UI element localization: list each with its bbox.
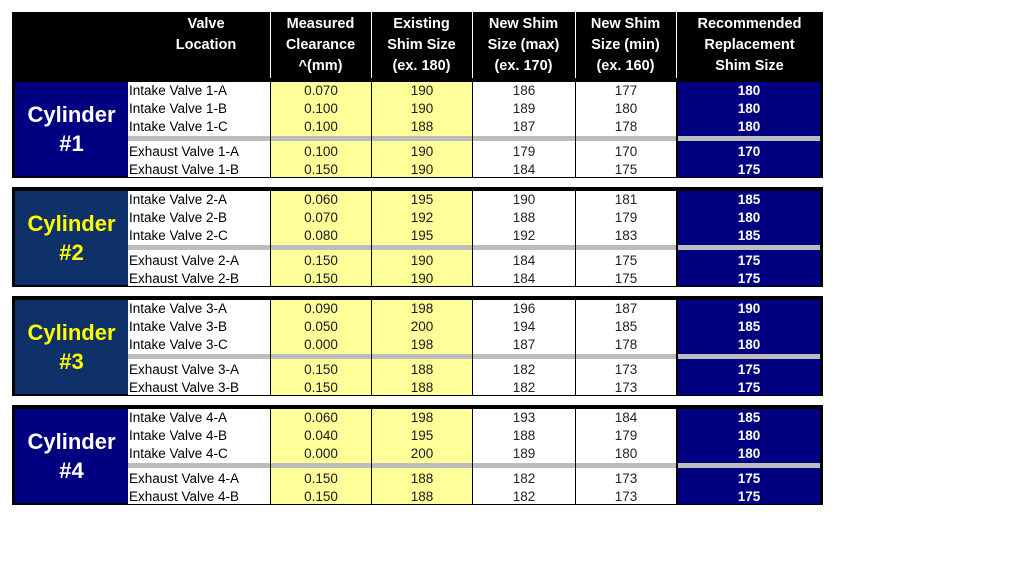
existing-shim-cell: 188 bbox=[410, 362, 434, 377]
cylinder-label: Cylinder #1 bbox=[15, 82, 128, 176]
new-shim-min-cell: 170 bbox=[614, 144, 638, 159]
location-cell: Exhaust Valve 2-B bbox=[129, 271, 240, 286]
measured-cell: 0.070 bbox=[304, 210, 338, 225]
header-recommended-shim: Recommended Replacement Shim Size bbox=[697, 16, 802, 74]
new-shim-max-cell: 182 bbox=[512, 489, 536, 504]
location-cell: Intake Valve 2-B bbox=[129, 210, 228, 225]
recommended-shim-cell: 180 bbox=[737, 446, 761, 461]
new-shim-max-cell: 187 bbox=[512, 337, 536, 352]
row-separator bbox=[576, 245, 676, 250]
row-separator bbox=[271, 245, 371, 250]
new-min-column bbox=[576, 82, 676, 177]
row-separator bbox=[473, 136, 575, 141]
row-separator bbox=[372, 245, 472, 250]
new-shim-max-cell: 196 bbox=[512, 301, 536, 316]
recommended-shim-cell: 180 bbox=[737, 119, 761, 134]
new-max-column bbox=[473, 82, 575, 177]
recommended-shim-cell: 175 bbox=[737, 489, 761, 504]
new-shim-min-cell: 175 bbox=[614, 162, 638, 177]
new-shim-min-cell: 175 bbox=[614, 253, 638, 268]
recommended-column bbox=[678, 409, 820, 504]
location-cell: Intake Valve 2-A bbox=[129, 192, 228, 207]
location-cell: Exhaust Valve 3-B bbox=[129, 380, 240, 395]
existing-shim-cell: 190 bbox=[410, 253, 434, 268]
existing-column bbox=[372, 82, 472, 177]
new-shim-min-cell: 184 bbox=[614, 410, 638, 425]
existing-shim-cell: 190 bbox=[410, 271, 434, 286]
new-shim-max-cell: 186 bbox=[512, 83, 536, 98]
row-separator bbox=[372, 463, 472, 468]
location-cell: Exhaust Valve 4-A bbox=[129, 471, 240, 486]
existing-column bbox=[372, 409, 472, 504]
new-shim-min-cell: 180 bbox=[614, 446, 638, 461]
new-max-column bbox=[473, 409, 575, 504]
header-new-shim-min: New Shim Size (min) (ex. 160) bbox=[590, 16, 661, 74]
new-shim-min-cell: 178 bbox=[614, 337, 638, 352]
existing-shim-cell: 200 bbox=[410, 446, 434, 461]
new-shim-min-cell: 179 bbox=[614, 210, 638, 225]
existing-column bbox=[372, 300, 472, 395]
recommended-shim-cell: 180 bbox=[737, 83, 761, 98]
measured-column bbox=[271, 409, 371, 504]
row-separator bbox=[473, 245, 575, 250]
location-cell: Intake Valve 1-B bbox=[129, 101, 228, 116]
measured-cell: 0.150 bbox=[304, 489, 338, 504]
location-cell: Exhaust Valve 2-A bbox=[129, 253, 240, 268]
recommended-shim-cell: 180 bbox=[737, 428, 761, 443]
location-cell: Intake Valve 1-C bbox=[129, 119, 228, 134]
row-separator bbox=[372, 136, 472, 141]
existing-shim-cell: 198 bbox=[410, 301, 434, 316]
recommended-shim-cell: 185 bbox=[737, 192, 761, 207]
existing-shim-cell: 190 bbox=[410, 144, 434, 159]
new-min-column bbox=[576, 300, 676, 395]
existing-shim-cell: 188 bbox=[410, 380, 434, 395]
existing-shim-cell: 200 bbox=[410, 319, 434, 334]
header-measured-clearance: Measured Clearance ^(mm) bbox=[285, 16, 356, 74]
recommended-shim-cell: 180 bbox=[737, 337, 761, 352]
location-cell: Intake Valve 3-A bbox=[129, 301, 228, 316]
row-separator bbox=[473, 463, 575, 468]
location-cell: Intake Valve 3-B bbox=[129, 319, 228, 334]
new-shim-max-cell: 182 bbox=[512, 380, 536, 395]
recommended-shim-cell: 180 bbox=[737, 210, 761, 225]
new-shim-min-cell: 178 bbox=[614, 119, 638, 134]
row-separator bbox=[678, 136, 820, 141]
cylinder-block-2 bbox=[12, 187, 823, 287]
recommended-shim-cell: 175 bbox=[737, 162, 761, 177]
new-shim-min-cell: 181 bbox=[614, 192, 638, 207]
measured-cell: 0.100 bbox=[304, 101, 338, 116]
measured-cell: 0.090 bbox=[304, 301, 338, 316]
new-shim-min-cell: 173 bbox=[614, 380, 638, 395]
location-cell: Intake Valve 4-C bbox=[129, 446, 228, 461]
recommended-shim-cell: 185 bbox=[737, 410, 761, 425]
cylinder-block-3 bbox=[12, 296, 823, 396]
measured-cell: 0.000 bbox=[304, 337, 338, 352]
new-min-column bbox=[576, 191, 676, 286]
new-shim-max-cell: 179 bbox=[512, 144, 536, 159]
row-separator bbox=[576, 136, 676, 141]
existing-shim-cell: 188 bbox=[410, 471, 434, 486]
cylinder-block-4 bbox=[12, 405, 823, 505]
new-shim-min-cell: 187 bbox=[614, 301, 638, 316]
row-separator bbox=[678, 245, 820, 250]
existing-shim-cell: 195 bbox=[410, 228, 434, 243]
new-shim-min-cell: 185 bbox=[614, 319, 638, 334]
new-shim-max-cell: 193 bbox=[512, 410, 536, 425]
shim-table bbox=[12, 12, 823, 504]
header-new-shim-max: New Shim Size (max) (ex. 170) bbox=[487, 16, 560, 74]
existing-shim-cell: 188 bbox=[410, 119, 434, 134]
row-separator bbox=[576, 354, 676, 359]
new-shim-min-cell: 175 bbox=[614, 271, 638, 286]
measured-cell: 0.060 bbox=[304, 192, 338, 207]
recommended-column bbox=[678, 300, 820, 395]
measured-cell: 0.080 bbox=[304, 228, 338, 243]
table-header bbox=[12, 12, 823, 78]
new-shim-min-cell: 173 bbox=[614, 362, 638, 377]
new-shim-min-cell: 177 bbox=[614, 83, 638, 98]
new-shim-max-cell: 194 bbox=[512, 319, 536, 334]
existing-shim-cell: 190 bbox=[410, 83, 434, 98]
row-separator bbox=[271, 463, 371, 468]
recommended-column bbox=[678, 82, 820, 177]
location-cell: Exhaust Valve 3-A bbox=[129, 362, 240, 377]
measured-cell: 0.150 bbox=[304, 162, 338, 177]
location-cell: Exhaust Valve 1-A bbox=[129, 144, 240, 159]
measured-column bbox=[271, 82, 371, 177]
new-shim-max-cell: 192 bbox=[512, 228, 536, 243]
row-separator bbox=[576, 463, 676, 468]
row-separator bbox=[678, 354, 820, 359]
location-column bbox=[128, 300, 270, 395]
measured-cell: 0.150 bbox=[304, 362, 338, 377]
location-cell: Intake Valve 1-A bbox=[129, 83, 228, 98]
existing-shim-cell: 195 bbox=[410, 192, 434, 207]
recommended-shim-cell: 175 bbox=[737, 253, 761, 268]
new-max-column bbox=[473, 191, 575, 286]
new-shim-max-cell: 184 bbox=[512, 253, 536, 268]
cylinder-label: Cylinder #3 bbox=[15, 300, 128, 394]
new-shim-max-cell: 188 bbox=[512, 210, 536, 225]
new-min-column bbox=[576, 409, 676, 504]
measured-column bbox=[271, 191, 371, 286]
new-shim-max-cell: 184 bbox=[512, 162, 536, 177]
measured-cell: 0.150 bbox=[304, 253, 338, 268]
row-separator bbox=[678, 463, 820, 468]
row-separator bbox=[372, 354, 472, 359]
row-separator bbox=[128, 354, 270, 359]
new-shim-max-cell: 187 bbox=[512, 119, 536, 134]
row-separator bbox=[128, 463, 270, 468]
measured-cell: 0.100 bbox=[304, 119, 338, 134]
new-shim-max-cell: 184 bbox=[512, 271, 536, 286]
row-separator bbox=[128, 136, 270, 141]
recommended-shim-cell: 170 bbox=[737, 144, 761, 159]
row-separator bbox=[473, 354, 575, 359]
recommended-shim-cell: 175 bbox=[737, 271, 761, 286]
measured-cell: 0.150 bbox=[304, 271, 338, 286]
new-shim-max-cell: 182 bbox=[512, 471, 536, 486]
measured-cell: 0.070 bbox=[304, 83, 338, 98]
location-cell: Exhaust Valve 1-B bbox=[129, 162, 240, 177]
cylinder-label: Cylinder #2 bbox=[15, 191, 128, 285]
new-shim-max-cell: 190 bbox=[512, 192, 536, 207]
new-shim-min-cell: 173 bbox=[614, 489, 638, 504]
new-shim-min-cell: 179 bbox=[614, 428, 638, 443]
existing-shim-cell: 198 bbox=[410, 337, 434, 352]
recommended-shim-cell: 175 bbox=[737, 380, 761, 395]
cylinder-block-1 bbox=[12, 78, 823, 178]
row-separator bbox=[271, 136, 371, 141]
header-valve-location: Valve Location bbox=[175, 16, 237, 53]
row-separator bbox=[128, 245, 270, 250]
existing-shim-cell: 190 bbox=[410, 101, 434, 116]
header-existing-shim: Existing Shim Size (ex. 180) bbox=[387, 16, 456, 74]
recommended-shim-cell: 175 bbox=[737, 471, 761, 486]
new-shim-max-cell: 188 bbox=[512, 428, 536, 443]
measured-cell: 0.150 bbox=[304, 380, 338, 395]
row-separator bbox=[271, 354, 371, 359]
location-cell: Intake Valve 4-A bbox=[129, 410, 228, 425]
measured-cell: 0.040 bbox=[304, 428, 338, 443]
existing-shim-cell: 188 bbox=[410, 489, 434, 504]
measured-cell: 0.150 bbox=[304, 471, 338, 486]
new-max-column bbox=[473, 300, 575, 395]
location-column bbox=[128, 409, 270, 504]
measured-cell: 0.100 bbox=[304, 144, 338, 159]
measured-cell: 0.050 bbox=[304, 319, 338, 334]
measured-cell: 0.060 bbox=[304, 410, 338, 425]
measured-column bbox=[271, 300, 371, 395]
existing-column bbox=[372, 191, 472, 286]
new-shim-min-cell: 183 bbox=[614, 228, 638, 243]
recommended-shim-cell: 180 bbox=[737, 101, 761, 116]
location-column bbox=[128, 191, 270, 286]
existing-shim-cell: 195 bbox=[410, 428, 434, 443]
measured-cell: 0.000 bbox=[304, 446, 338, 461]
location-cell: Exhaust Valve 4-B bbox=[129, 489, 240, 504]
existing-shim-cell: 192 bbox=[410, 210, 434, 225]
recommended-column bbox=[678, 191, 820, 286]
recommended-shim-cell: 185 bbox=[737, 228, 761, 243]
location-cell: Intake Valve 2-C bbox=[129, 228, 228, 243]
location-cell: Intake Valve 3-C bbox=[129, 337, 228, 352]
existing-shim-cell: 190 bbox=[410, 162, 434, 177]
new-shim-min-cell: 180 bbox=[614, 101, 638, 116]
new-shim-max-cell: 182 bbox=[512, 362, 536, 377]
location-cell: Intake Valve 4-B bbox=[129, 428, 228, 443]
location-column bbox=[128, 82, 270, 177]
new-shim-max-cell: 189 bbox=[512, 446, 536, 461]
recommended-shim-cell: 190 bbox=[737, 301, 761, 316]
cylinder-label: Cylinder #4 bbox=[15, 409, 128, 503]
new-shim-min-cell: 173 bbox=[614, 471, 638, 486]
recommended-shim-cell: 185 bbox=[737, 319, 761, 334]
recommended-shim-cell: 175 bbox=[737, 362, 761, 377]
existing-shim-cell: 198 bbox=[410, 410, 434, 425]
new-shim-max-cell: 189 bbox=[512, 101, 536, 116]
